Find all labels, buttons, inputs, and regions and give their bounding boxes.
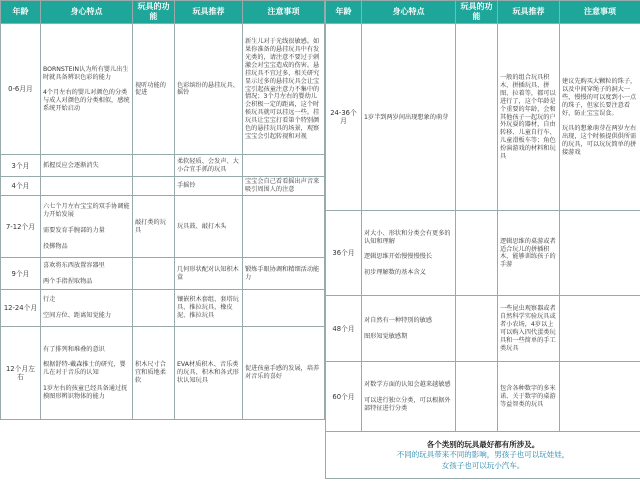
- header-toys: 玩具推荐: [175, 1, 243, 24]
- cell-function: [456, 211, 498, 296]
- header-notes: 注意事项: [243, 1, 325, 24]
- cell-notes: 锻炼手眼协调和精细活动能力: [243, 258, 325, 290]
- note-row: [326, 432, 640, 479]
- cell-traits: BORNSTEIN认为所有婴儿出生时就具备辨识色彩的能力 4个月左右的婴儿对颜色的分类与成人对颜色的分类相似，感统系统开始启动: [41, 24, 133, 155]
- table-row: [326, 362, 640, 432]
- cell-toys: 玩具鼓、敲打木头: [175, 196, 243, 258]
- cell-notes: [243, 196, 325, 258]
- left-table-body: [1, 24, 325, 420]
- left-header-row: [1, 1, 325, 24]
- cell-age: 36个月: [326, 211, 362, 296]
- cell-function: [456, 296, 498, 362]
- table-row: [326, 296, 640, 362]
- cell-notes: [560, 211, 640, 296]
- cell-toys: 一般的组合玩具积木，拼插玩具、拼图、拉着等，都可以进行了，这个年龄是个重要的年龄，会和其他孩子一起玩的户外玩耍的器材，自由转移、儿童自行车、儿童滑板车等；角色扮演游戏的材料和玩具: [498, 24, 560, 211]
- cell-notes: [243, 290, 325, 327]
- cell-traits: 1岁半到两岁间出现想象的萌芽: [362, 24, 456, 211]
- bottom-note: [326, 432, 640, 479]
- cell-traits: 行走 空间方位、距离知觉能力: [41, 290, 133, 327]
- cell-notes: 宝宝会自己看看摇出声音来吸引周围人的注意: [243, 177, 325, 196]
- table-row: [1, 258, 325, 290]
- cell-traits: 有了排列和堆叠的意识 根据舒特-戴森推士的研究，婴儿在对于音乐的认知 1岁左右的孩童已经具备通过抚摸图形辨识物体的能力: [41, 327, 133, 420]
- header-toys: 玩具推荐: [498, 1, 560, 24]
- table-row: [1, 327, 325, 420]
- cell-notes: [560, 296, 640, 362]
- cell-toys: 色彩缤纷的悬挂玩具、摇铃: [175, 24, 243, 155]
- cell-traits: 对数学方面的认知会越来越敏感 可以进行独立分类，可以根据外部特征进行分类: [362, 362, 456, 432]
- cell-notes: 建议先购买大颗粒的珠子，以及中间穿绳子的洞大一些，慢慢的可以度到小一点的珠子，但家长要注意看好，防止宝宝误食。 玩具的想象萌芽在两岁左右出现，这个时候提供供所需的玩具，可以玩玩简单的拼接游戏: [560, 24, 640, 211]
- cell-notes: 促进孩童手感的发展，培养对音乐的喜好: [243, 327, 325, 420]
- cell-traits: [41, 177, 133, 196]
- cell-traits: 抓握反应会逐渐消失: [41, 155, 133, 177]
- table-row: [1, 155, 325, 177]
- right-table: [325, 0, 640, 479]
- cell-toys: 一些昆虫观察器或者自然科学实验玩具或者小农场，4岁以上可以购入四代蛋类玩具和一些简单的手工类玩具: [498, 296, 560, 362]
- cell-toys: EVA材质积木、音乐类的玩具、积木和各式形状认知玩具: [175, 327, 243, 420]
- cell-age: 7-12个月: [1, 196, 41, 258]
- cell-function: [133, 177, 175, 196]
- table-row: [1, 177, 325, 196]
- right-header-row: [326, 1, 640, 24]
- header-age: 年龄: [1, 1, 41, 24]
- cell-traits: 对大小、形状和分类会有更多的认知和理解 逻辑思维开始慢慢慢慢长 初步理解数的基本含义: [362, 211, 456, 296]
- cell-toys: 逻辑思维的桌游或者适合玩儿的拼插积木，能够训练孩子的手游: [498, 211, 560, 296]
- cell-notes: 新生儿对于光线很敏感。如果你准备的悬挂玩具中有发光类的，请注意不要过于刺激会对宝宝造成的伤害。悬挂玩具不宜过多，相关研究显示过多的悬挂玩具会让宝宝引起孩童注意力不集中的情况；3个月左右的婴幼儿会积极一定的距离，这个时候玩具就可以挂远一些。挂玩具让宝宝打看第个特别颜色的悬挂玩具的场景，观察宝宝会引起转视和对视: [243, 24, 325, 155]
- header-notes: 注意事项: [560, 1, 640, 24]
- cell-toys: 几何形状配对认知积木盒: [175, 258, 243, 290]
- table-row: [1, 24, 325, 155]
- cell-traits: 六七个月左右宝宝的双手协调能力开始发展 需要发育手腕部的力量 投掷物品: [41, 196, 133, 258]
- cell-age: 0-6月月: [1, 24, 41, 155]
- cell-age: 48个月: [326, 296, 362, 362]
- cell-age: 12个月左右: [1, 327, 41, 420]
- header-age: 年龄: [326, 1, 362, 24]
- cell-age: 9个月: [1, 258, 41, 290]
- cell-traits: 喜欢将东西放置容器里 两个手指捏取物品: [41, 258, 133, 290]
- cell-toys: 手摇铃: [175, 177, 243, 196]
- cell-toys: 柔软轻质、会发声、大小合宜手抓的玩具: [175, 155, 243, 177]
- header-function: 玩具的功能: [456, 1, 498, 24]
- cell-notes: [243, 155, 325, 177]
- cell-age: 12-24个月: [1, 290, 41, 327]
- cell-function: 视听功能的促进: [133, 24, 175, 155]
- header-traits: 身心特点: [41, 1, 133, 24]
- note-line-1: 各个类别的玩具最好都有所涉及。: [426, 440, 540, 450]
- cell-notes: [560, 362, 640, 432]
- right-table-body: [326, 24, 640, 432]
- note-line-3: 女孩子也可以玩小汽车。: [441, 460, 525, 470]
- cell-function: [133, 290, 175, 327]
- cell-function: [456, 362, 498, 432]
- cell-age: 60个月: [326, 362, 362, 432]
- header-traits: 身心特点: [362, 1, 456, 24]
- cell-toys: 镶嵌积木套组、套塔玩具、推拉玩具、橡皮泥、推拉玩具: [175, 290, 243, 327]
- cell-function: [133, 155, 175, 177]
- table-row: [1, 196, 325, 258]
- cell-age: 4个月: [1, 177, 41, 196]
- table-row: [326, 211, 640, 296]
- table-row: [1, 290, 325, 327]
- note-line-2: 不同的玩具带来不同的影响，男孩子也可以玩娃娃，: [396, 450, 570, 460]
- cell-function: [456, 24, 498, 211]
- cell-age: 24-36个月: [326, 24, 362, 211]
- header-function: 玩具的功能: [133, 1, 175, 24]
- cell-age: 3个月: [1, 155, 41, 177]
- cell-function: 敲打类的玩具: [133, 196, 175, 258]
- left-table: [0, 0, 325, 420]
- cell-toys: 包含各种数字的多米诺、关于数字的桌游等益智类的玩具: [498, 362, 560, 432]
- cell-traits: 对自然有一种特别的敏感 图形知觉敏感期: [362, 296, 456, 362]
- cell-function: 积木尺寸合宜和质地柔软: [133, 327, 175, 420]
- cell-function: [133, 258, 175, 290]
- table-row: [326, 24, 640, 211]
